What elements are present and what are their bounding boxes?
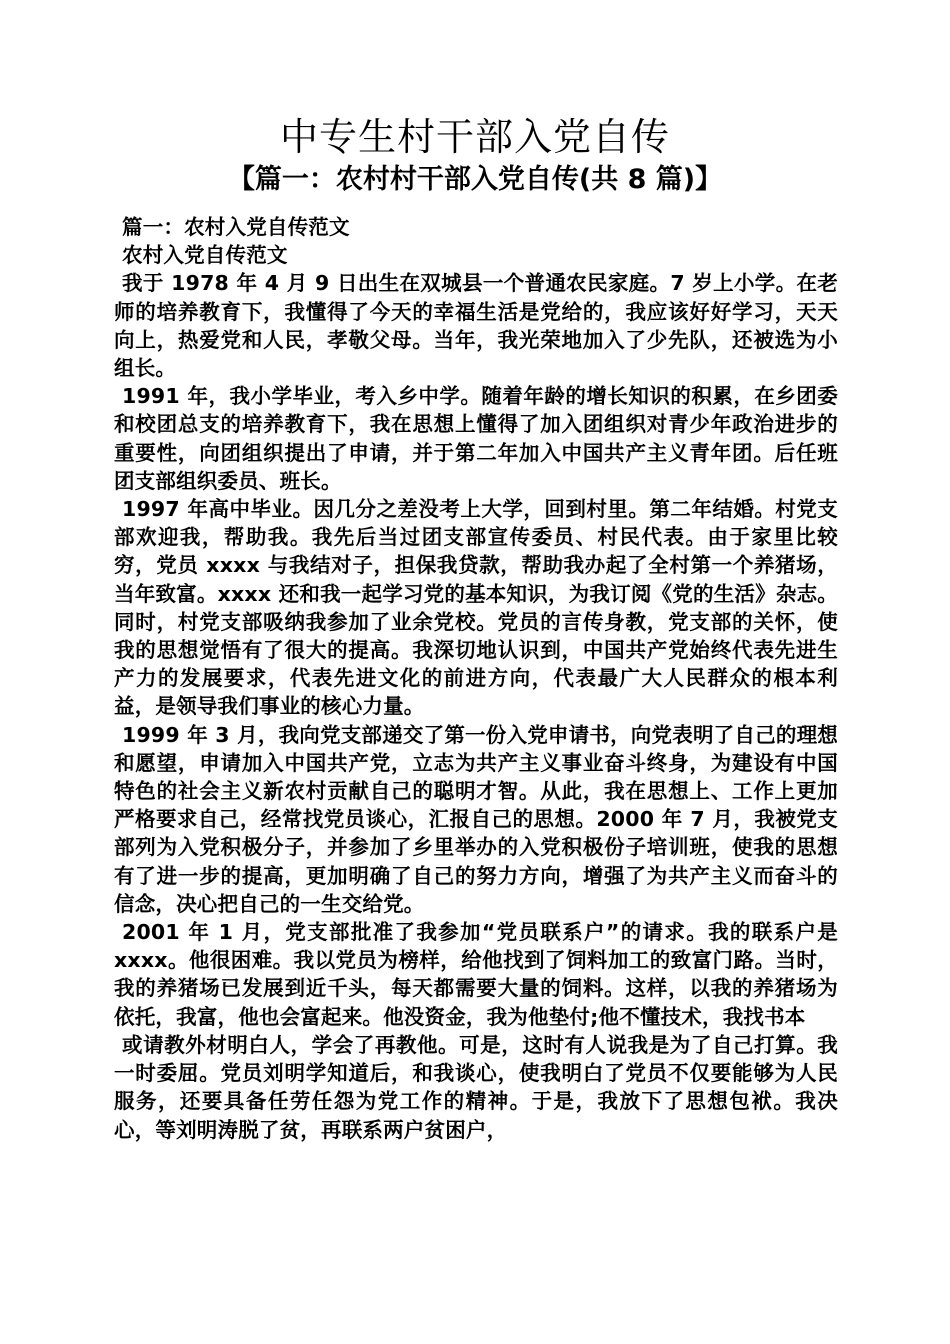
paragraph-6: 或请教外材明白人，学会了再教他。可是，这时有人说我是为了自己打算。我一时委屈。党员刘明学知道后，和我谈心，使我明白了党员不仅要能够为人民服务，还要具备任劳任怨为党工作的精神。于是，我放下了思想包袱。我决心，等刘明涛脱了贫，再联系两户贫困户， [114,1032,838,1142]
document-title: 中专生村干部入党自传 [279,115,670,159]
paragraph-5: 2001 年 1 月，党支部批准了我参加“党员联系户”的请求。我的联系户是 xxxx。他很困难。我以党员为榜样，给他找到了饲料加工的致富门路。当时，我的养猪场已发展到近千头，每天都需要大量的饲料。这样，以我的养猪场为依托，我富，他也会富起来。他没资金，我为他垫付;他不懂技术，我找书本 [114,920,838,1029]
document-subtitle: 【篇一：农村村干部入党自传(共 8 篇)】 [227,164,723,195]
paragraph-3: 1997 年高中毕业。因几分之差没考上大学，回到村里。第二年结婚。村党支部欢迎我，帮助我。我先后当过团支部宣传委员、村民代表。由于家里比较穷，党员 xxxx 与我结对子，担保我贷款，帮助我办起了全村第一个养猪场，当年致富。xxxx 还和我一起学习党的基本知识，为我订阅《党的生活》杂志。同时，村党支部吸纳我参加了业余党校。党员的言传身教，党支部的关怀，使我的思想觉悟有了很大的提高。我深切地认识到，中国共产党始终代表先进生产力的发展要求，代表先进文化的前进方向，代表最广大人民群众的根本利益，是领导我们事业的核心力量。 [114,497,838,719]
paragraph-4: 1999 年 3 月，我向党支部递交了第一份入党申请书，向党表明了自己的理想和愿望，申请加入中国共产党，立志为共产主义事业奋斗终身，为建设有中国特色的社会主义新农村贡献自己的聪明才智。从此，我在思想上、工作上更加严格要求自己，经常找党员谈心，汇报自己的思想。2000 年 7 月，我被党支部列为入党积极分子，并参加了乡里举办的入党积极份子培训班，使我的思想有了进一步的提高，更加明确了自己的努力方向，增强了为共产主义而奋斗的信念，决心把自己的一生交给党。 [114,722,838,916]
section-heading: 篇一：农村入党自传范文 [122,215,350,239]
paragraph-1: 我于 1978 年 4 月 9 日出生在双城县一个普通农民家庭。7 岁上小学。在老师的培养教育下，我懂得了今天的幸福生活是党给的，我应该好好学习，天天向上，热爱党和人民，孝敬父母。当年，我光荣地加入了少先队，还被选为小组长。 [114,271,838,381]
document-body [114,213,838,1144]
article-heading: 农村入党自传范文 [122,243,288,268]
paragraph-2: 1991 年，我小学毕业，考入乡中学。随着年龄的增长知识的积累，在乡团委和校团总支的培养教育下，我在思想上懂得了加入团组织对青少年政治进步的重要性，向团组织提出了申请，并于第二年加入中国共产主义青年团。后任班团支部组织委员、班长。 [114,384,838,493]
